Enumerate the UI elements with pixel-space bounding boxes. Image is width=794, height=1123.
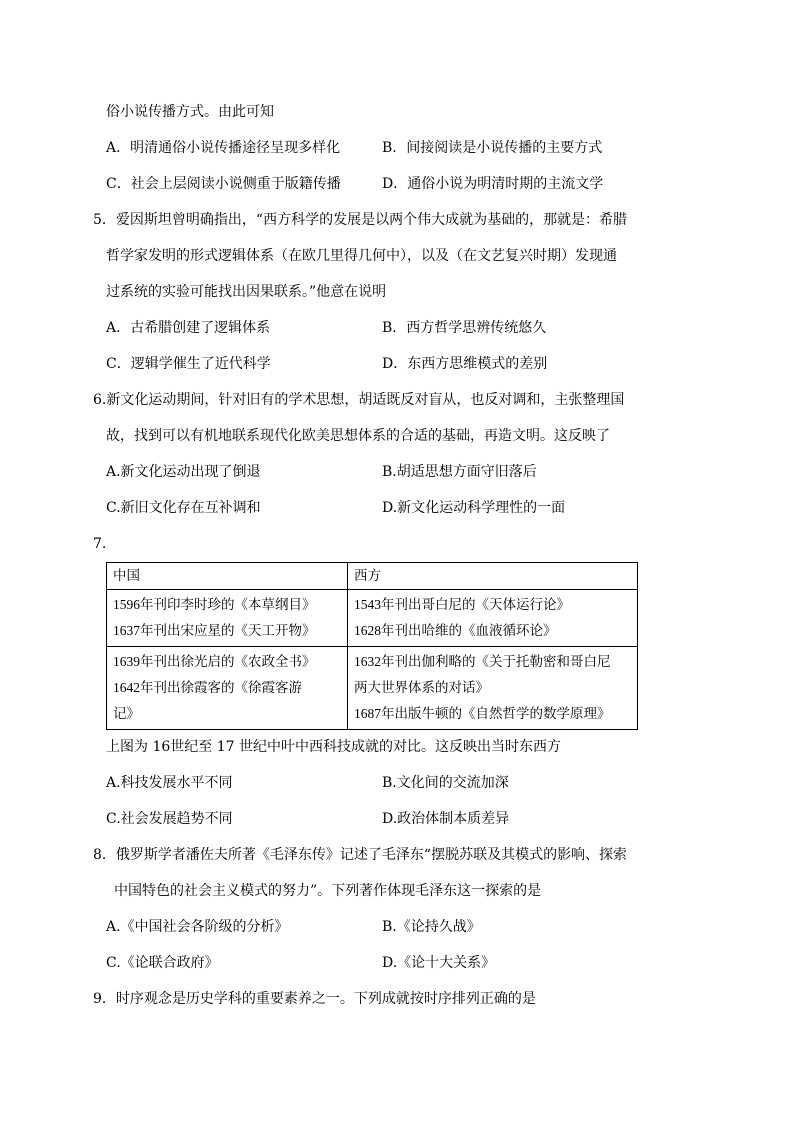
table-cell-china — [107, 647, 348, 730]
q4-stem-continued: 俗小说传播方式。由此可知 — [106, 104, 274, 120]
q8-stem-line-2: 中国特色的社会主义模式的努力”。下列著作体现毛泽东这一探索的是 — [114, 883, 542, 899]
q5-stem-line-1: 5．爱因斯坦曾明确指出，“西方科学的发展是以两个伟大成就为基础的，那就是：希腊 — [93, 212, 628, 228]
table-cell-line: 1543年刊出哥白尼的《天体运行论》 — [354, 597, 570, 612]
table-cell-line: 1637年刊出宋应星的《天工开物》 — [113, 623, 316, 638]
q6-option-b: B.胡适思想方面守旧落后 — [382, 464, 537, 480]
table-cell-line: 1639年刊出徐光启的《农政全书》 — [113, 654, 316, 669]
q5-option-d: D．东西方思维模式的差别 — [382, 356, 548, 372]
table-cell-west — [348, 647, 638, 730]
table-cell-line: 记》 — [113, 706, 140, 721]
q4-option-d: D．通俗小说为明清时期的主流文学 — [382, 176, 604, 192]
table-cell-line: 1628年刊出哈维的《血液循环论》 — [354, 623, 557, 638]
table-header-row — [107, 563, 638, 590]
q5-option-a: A．古希腊创建了逻辑体系 — [106, 320, 271, 336]
q6-stem-line-2: 故，找到可以有机地联系现代化欧美思想体系的合适的基础，再造文明。这反映了 — [106, 428, 610, 444]
q8-option-c: C.《论联合政府》 — [106, 955, 219, 971]
q5-stem-line-3: 过系统的实验可能找出因果联系。”他意在说明 — [106, 284, 387, 300]
q6-stem-line-1: 6.新文化运动期间，针对旧有的学术思想，胡适既反对盲从，也反对调和，主张整理国 — [93, 392, 625, 408]
q5-option-c: C．逻辑学催生了近代科学 — [106, 356, 271, 372]
q7-option-c: C.社会发展趋势不同 — [106, 811, 233, 827]
q4-option-b: B．间接阅读是小说传播的主要方式 — [382, 140, 603, 156]
q8-option-d: D.《论十大关系》 — [382, 955, 496, 971]
q7-comparison-table — [106, 562, 638, 730]
table-cell-line: 1596年刊印李时珍的《本草纲目》 — [113, 597, 316, 612]
table-cell-line: 1642年刊出徐霞客的《徐霞客游 — [113, 680, 302, 695]
q7-option-b: B.文化间的交流加深 — [382, 775, 509, 791]
q8-option-b: B.《论持久战》 — [382, 919, 481, 935]
q4-option-a: A．明清通俗小说传播途径呈现多样化 — [106, 140, 341, 156]
table-cell-line: 两大世界体系的对话》 — [354, 680, 489, 695]
q5-option-b: B．西方哲学思辨传统悠久 — [382, 320, 547, 336]
table-cell-line: 1687年出版牛顿的《自然哲学的数学原理》 — [354, 706, 611, 721]
q8-stem-line-1: 8．俄罗斯学者潘佐夫所著《毛泽东传》记述了毛泽东“摆脱苏联及其模式的影响、探索 — [93, 847, 628, 863]
q7-option-d: D.政治体制本质差异 — [382, 811, 510, 827]
table-header-china: 中国 — [107, 563, 348, 590]
q7-option-a: A.科技发展水平不同 — [106, 775, 233, 791]
q5-stem-line-2: 哲学家发明的形式逻辑体系（在欧几里得几何中），以及（在文艺复兴时期）发现通 — [106, 248, 617, 264]
table-cell-line: 1632年刊出伽利略的《关于托勒密和哥白尼 — [354, 654, 611, 669]
q7-number: 7. — [93, 536, 107, 552]
table-row — [107, 647, 638, 730]
q6-option-c: C.新旧文化存在互补调和 — [106, 500, 261, 516]
table-cell-china — [107, 590, 348, 647]
q9-stem: 9．时序观念是历史学科的重要素养之一。下列成就按时序排列正确的是 — [93, 991, 536, 1007]
q8-option-a: A.《中国社会各阶级的分析》 — [106, 919, 289, 935]
q6-option-d: D.新文化运动科学理性的一面 — [382, 500, 566, 516]
table-cell-west — [348, 590, 638, 647]
q4-option-c: C．社会上层阅读小说侧重于版籍传播 — [106, 176, 341, 192]
table-row — [107, 590, 638, 647]
q6-option-a: A.新文化运动出现了倒退 — [106, 464, 261, 480]
q7-stem: 上图为 16世纪至 17 世纪中叶中西科技成就的对比。这反映出当时东西方 — [106, 739, 561, 755]
table-header-west: 西方 — [348, 563, 638, 590]
